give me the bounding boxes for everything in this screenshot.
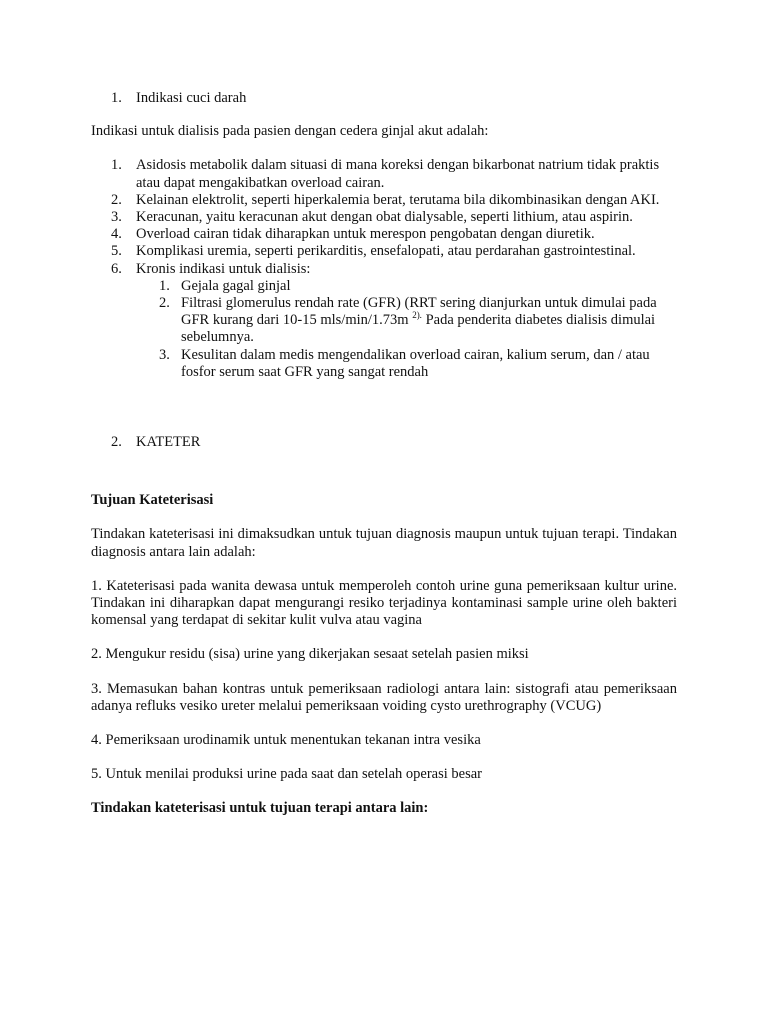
catheterization-intro: Tindakan kateterisasi ini dimaksudkan untuk tujuan diagnosis maupun untuk tujuan terapi. Tindakan diagnosis antara lain adalah: [91, 526, 677, 560]
list-item: 4. Overload cairan tidak diharapkan untuk merespon pengobatan dengan diuretik. [111, 226, 595, 243]
list-item: 6. Kronis indikasi untuk dialisis: 1. Gejala gagal ginjal 2. Filtrasi glomerulus rendah rate (GFR) (RRT sering dianjurkan untuk dimulai pada GFR kurang dari 10-15 mls/min/1.73m $^{2).}$ Pada penderita diabetes dialisis dimulai sebelumnya. 3. Kesulitan dalam medis mengendalikan overload cairan, kalium serum, dan / atau fosfor serum saat GFR yang sangat rendah [91, 261, 677, 381]
section-2-title: KATETER [136, 434, 201, 451]
dialysis-indication-list [91, 157, 677, 381]
chronic-indication-list [136, 278, 677, 381]
list-item: 1. Asidosis metabolik dalam situasi di mana koreksi dengan bikarbonat natrium tidak praktis atau dapat mengakibatkan overload cairan. [111, 157, 660, 191]
diagnosis-point: 5. Untuk menilai produksi urine pada saat dan setelah operasi besar [91, 766, 482, 783]
document-body [91, 90, 677, 818]
list-item: 5. Komplikasi uremia, seperti perikarditis, ensefalopati, atau perdarahan gastrointestinal. [111, 243, 636, 260]
list-item: 2. Filtrasi glomerulus rendah rate (GFR) (RRT sering dianjurkan untuk dimulai pada GFR kurang dari 10-15 mls/min/1.73m $^{2).}$ Pada penderita diabetes dialisis dimulai sebelumnya. [159, 295, 657, 346]
list-item: 2. Kelainan elektrolit, seperti hiperkalemia berat, terutama bila dikombinasikan dengan AKI. [111, 191, 660, 208]
footnote-ref: 2). [412, 310, 422, 321]
diagnosis-point: 1. Kateterisasi pada wanita dewasa untuk memperoleh contoh urine guna pemeriksaan kultur urine. Tindakan ini diharapkan dapat mengurangi resiko terjadinya kontaminasi sample urine oleh bakteri komensal yang terdapat di sekitar kulit vulva atau vagina [91, 577, 677, 629]
section-1-title: Indikasi cuci darah [136, 90, 247, 106]
list-item: 3. Keracunan, yaitu keracunan akut dengan obat dialysable, seperti lithium, atau aspirin. [111, 209, 633, 226]
section-2-heading [91, 434, 677, 451]
dialysis-intro: Indikasi untuk dialisis pada pasien dengan cedera ginjal akut adalah: [91, 123, 489, 140]
section-1-number: 1. [111, 90, 122, 106]
diagnosis-point: 2. Mengukur residu (sisa) urine yang dikerjakan sesaat setelah pasien miksi [91, 646, 529, 663]
section-2-number: 2. [111, 434, 122, 451]
list-item: 3. Kesulitan dalam medis mengendalikan overload cairan, kalium serum, dan / atau fosfor serum saat GFR yang sangat rendah [159, 346, 650, 380]
section-1-heading [91, 90, 677, 107]
list-item: 1. Gejala gagal ginjal [159, 277, 291, 294]
catheterization-purpose-heading: Tujuan Kateterisasi [91, 492, 214, 509]
diagnosis-point: 3. Memasukan bahan kontras untuk pemeriksaan radiologi antara lain: sistografi atau pemeriksaan adanya refluks vesiko ureter melalui pemeriksaan voiding cysto urethrography (VCUG) [91, 680, 677, 714]
diagnosis-point: 4. Pemeriksaan urodinamik untuk menentukan tekanan intra vesika [91, 732, 481, 749]
therapy-heading: Tindakan kateterisasi untuk tujuan terapi antara lain: [91, 800, 429, 817]
